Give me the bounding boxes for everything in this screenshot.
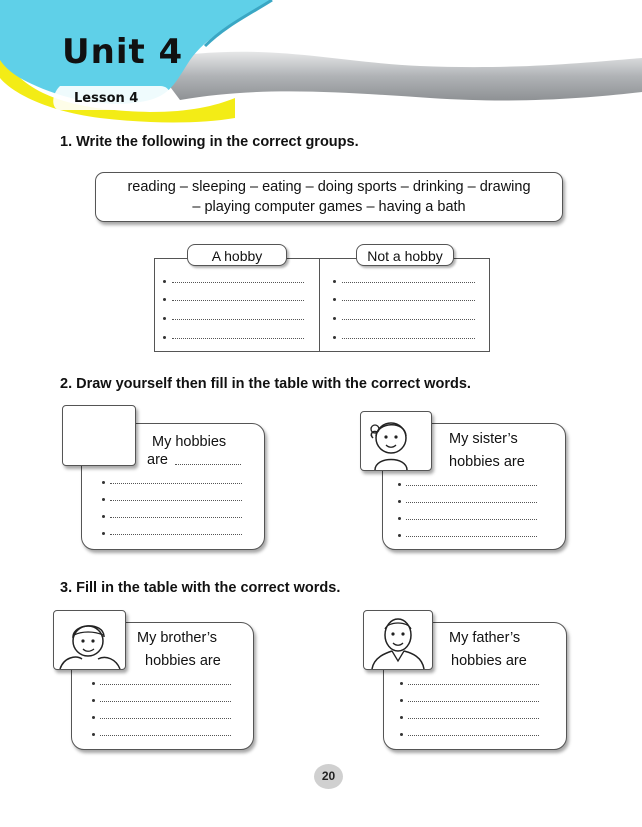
self-card-title: My hobbies (152, 434, 227, 450)
unit-title: Unit 4 (62, 32, 184, 72)
column-header-hobby: A hobby (187, 244, 287, 266)
answer-line[interactable] (110, 483, 242, 484)
brother-picture (53, 610, 126, 670)
bullet (92, 716, 95, 719)
bullet (102, 515, 105, 518)
bullet (333, 280, 336, 283)
column-header-not-hobby: Not a hobby (356, 244, 454, 266)
answer-line[interactable] (100, 735, 231, 736)
answer-line[interactable] (406, 485, 537, 486)
father-card-subtitle: hobbies are (451, 653, 527, 669)
answer-line[interactable] (406, 519, 537, 520)
man-face-icon (364, 611, 432, 669)
answer-line[interactable] (175, 464, 241, 465)
bullet (92, 682, 95, 685)
exercise-2-heading: 2. Draw yourself then fill in the table with the correct words. (60, 376, 471, 392)
bullet (400, 682, 403, 685)
answer-line[interactable] (110, 500, 242, 501)
bullet (163, 298, 166, 301)
answer-line[interactable] (406, 536, 537, 537)
answer-line[interactable] (408, 718, 539, 719)
answer-line[interactable] (172, 300, 304, 301)
bullet (333, 336, 336, 339)
bullet (333, 298, 336, 301)
father-card-title: My father’s (449, 630, 521, 646)
bullet (398, 500, 401, 503)
sister-picture (360, 411, 432, 471)
bullet (92, 699, 95, 702)
self-card-subtitle: are (147, 452, 168, 468)
bullet (102, 481, 105, 484)
bullet (102, 532, 105, 535)
bullet (163, 336, 166, 339)
self-drawing-box[interactable] (62, 405, 136, 466)
lesson-label: Lesson 4 (74, 91, 139, 106)
bullet (92, 733, 95, 736)
brother-card-title: My brother’s (137, 630, 218, 646)
answer-line[interactable] (100, 701, 231, 702)
answer-line[interactable] (342, 338, 475, 339)
answer-line[interactable] (172, 338, 304, 339)
bullet (102, 498, 105, 501)
bullet (333, 317, 336, 320)
bullet (398, 483, 401, 486)
answer-line[interactable] (342, 319, 475, 320)
answer-line[interactable] (406, 502, 537, 503)
answer-line[interactable] (342, 300, 475, 301)
bullet (400, 716, 403, 719)
bullet (163, 280, 166, 283)
answer-line[interactable] (110, 534, 242, 535)
girl-face-icon (361, 412, 431, 470)
word-bank-line-2: – playing computer games – having a bath (192, 199, 466, 215)
answer-line[interactable] (172, 282, 304, 283)
word-bank-line-1: reading – sleeping – eating – doing sports – drinking – drawing (127, 179, 531, 195)
sister-card-subtitle: hobbies are (449, 454, 525, 470)
exercise-1-heading: 1. Write the following in the correct groups. (60, 134, 359, 150)
father-picture (363, 610, 433, 670)
exercise-3-heading: 3. Fill in the table with the correct words. (60, 580, 341, 596)
bullet (398, 517, 401, 520)
answer-line[interactable] (342, 282, 475, 283)
answer-line[interactable] (408, 701, 539, 702)
word-bank-box (95, 172, 563, 222)
bullet (163, 317, 166, 320)
bullet (400, 699, 403, 702)
bullet (398, 534, 401, 537)
answer-line[interactable] (110, 517, 242, 518)
page-number: 20 (314, 764, 343, 789)
table-divider (319, 259, 320, 351)
answer-line[interactable] (100, 718, 231, 719)
answer-line[interactable] (172, 319, 304, 320)
boy-face-icon (54, 611, 125, 669)
answer-line[interactable] (408, 684, 539, 685)
sister-card-title: My sister’s (449, 431, 518, 447)
answer-line[interactable] (408, 735, 539, 736)
answer-line[interactable] (100, 684, 231, 685)
bullet (400, 733, 403, 736)
brother-card-subtitle: hobbies are (145, 653, 221, 669)
